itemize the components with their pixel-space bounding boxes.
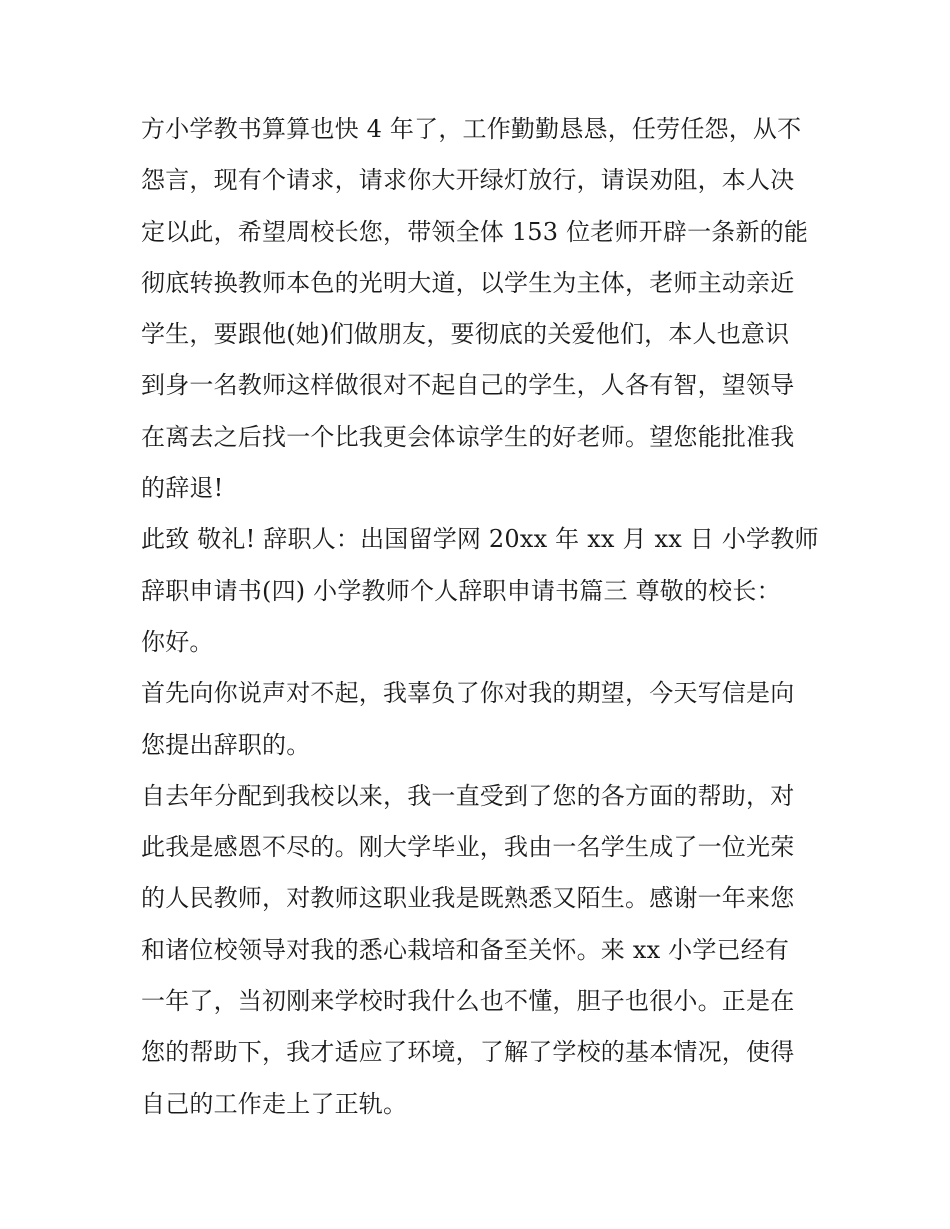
text-line: 您的帮助下，我才适应了环境，了解了学校的基本情况，使得 [141, 1038, 795, 1067]
text-line: 自己的工作走上了正轨。 [141, 1089, 408, 1118]
text-line: 辞职申请书(四) 小学教师个人辞职申请书篇三 尊敬的校长： [141, 576, 781, 605]
text-line: 学生，要跟他(她)们做朋友，要彻底的关爱他们，本人也意识 [141, 320, 790, 349]
text-line: 的辞退! [141, 474, 224, 503]
text-line: 彻底转换教师本色的光明大道，以学生为主体，老师主动亲近 [141, 268, 795, 297]
text-line: 到身一名教师这样做很对不起自己的学生，人各有智，望领导 [141, 371, 795, 400]
text-line: 定以此，希望周校长您，带领全体 153 位老师开辟一条新的能 [141, 217, 809, 246]
text-line: 此我是感恩不尽的。刚大学毕业，我由一名学生成了一位光荣 [141, 833, 795, 862]
text-line: 自去年分配到我校以来，我一直受到了您的各方面的帮助，对 [141, 781, 795, 810]
text-line: 方小学教书算算也快 4 年了，工作勤勤恳恳，任劳任怨，从不 [141, 115, 802, 143]
text-line: 此致 敬礼! 辞职人：出国留学网 20xx 年 xx 月 xx 日 小学教师 [141, 525, 819, 554]
text-line: 的人民教师，对教师这职业我是既熟悉又陌生。感谢一年来您 [141, 884, 795, 913]
text-line: 你好。 [141, 627, 214, 656]
text-line: 在离去之后找一个比我更会体谅学生的好老师。望您能批准我 [141, 422, 795, 451]
text-line: 一年了，当初刚来学校时我什么也不懂，胆子也很小。正是在 [141, 987, 795, 1016]
text-line: 怨言，现有个请求，请求你大开绿灯放行，请误劝阻，本人决 [141, 166, 795, 195]
text-line: 和诸位校领导对我的悉心栽培和备至关怀。来 xx 小学已经有 [141, 935, 790, 964]
text-line: 首先向你说声对不起，我辜负了你对我的期望，今天写信是向 [141, 679, 795, 708]
document-body [141, 104, 821, 1130]
text-line: 您提出辞职的。 [141, 730, 311, 759]
